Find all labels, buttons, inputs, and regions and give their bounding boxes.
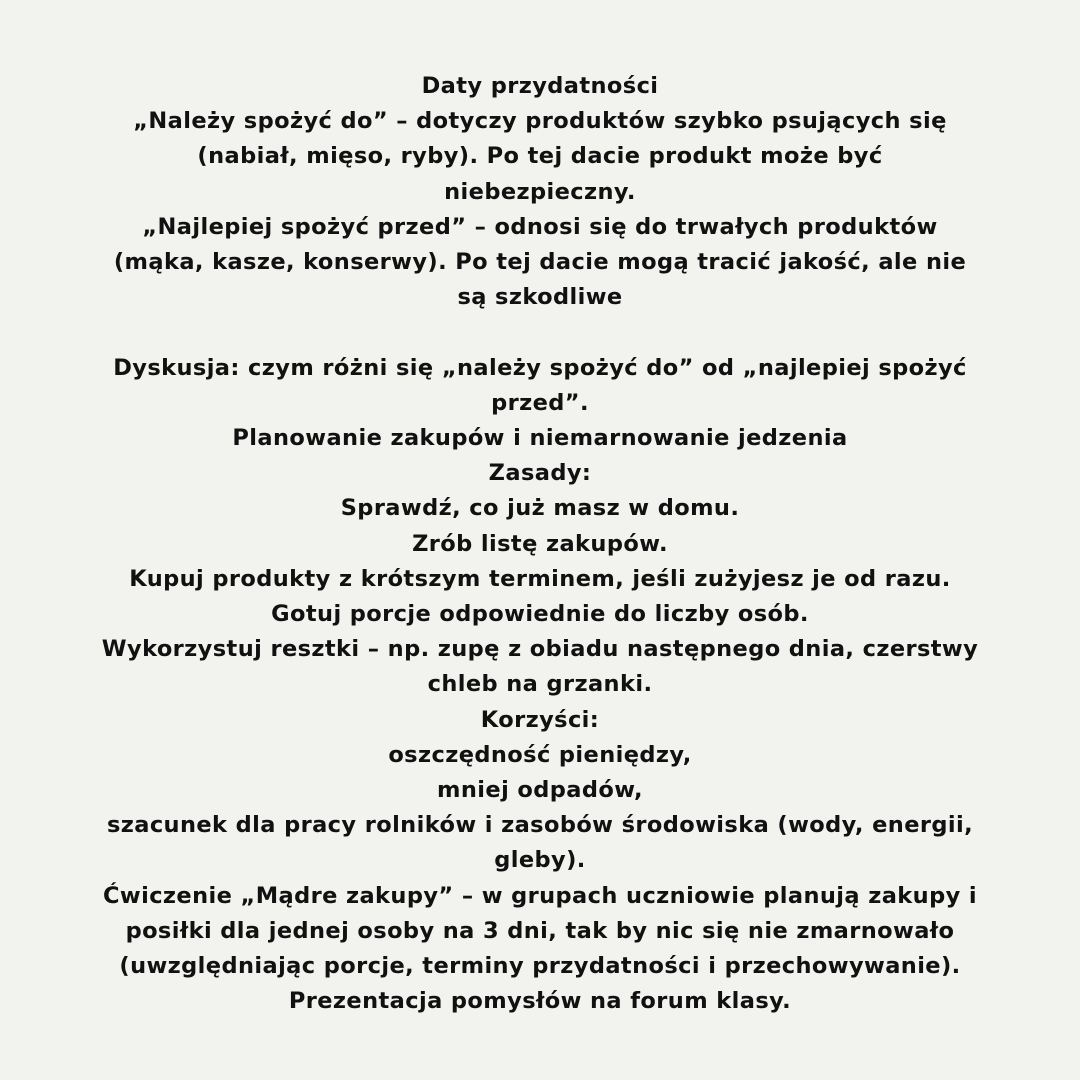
document-text xyxy=(100,69,980,1019)
paragraph-discussion: Dyskusja: czym różni się „należy spożyć do” od „najlepiej spożyć przed”. xyxy=(113,354,967,416)
paragraph-use-by: „Należy spożyć do” – dotyczy produktów szybko psujących się (nabiał, mięso, ryby). Po tej dacie produkt może być niebezpieczny. xyxy=(133,108,947,205)
rule-check-home: Sprawdź, co już masz w domu. xyxy=(340,495,740,522)
paragraph-exercise: Ćwiczenie „Mądre zakupy” – w grupach uczniowie planują zakupy i posiłki dla jednej osoby na 3 dni, tak by nic się nie zmarnowało (uwzględniając porcje, terminy przydatności i przechowywanie). xyxy=(102,882,977,980)
heading-benefits: Korzyści: xyxy=(480,706,600,733)
benefit-respect: szacunek dla pracy rolników i zasobów środowiska (wody, energii, gleby). xyxy=(106,812,974,874)
rule-short-date: Kupuj produkty z krótszym terminem, jeśli zużyjesz je od razu. xyxy=(129,565,951,592)
rule-leftovers: Wykorzystuj resztki – np. zupę z obiadu następnego dnia, czerstwy chleb na grzanki. xyxy=(101,636,979,698)
blank-line xyxy=(100,315,980,350)
section-title-planning: Planowanie zakupów i niemarnowanie jedzenia xyxy=(232,425,848,452)
paragraph-best-before: „Najlepiej spożyć przed” – odnosi się do trwałych produktów (mąka, kasze, konserwy). Po tej dacie mogą tracić jakość, ale nie są szkodliwe xyxy=(113,213,967,311)
section-title-dates: Daty przydatności xyxy=(421,73,659,99)
benefit-waste: mniej odpadów, xyxy=(437,777,643,804)
rule-portions: Gotuj porcje odpowiednie do liczby osób. xyxy=(271,601,809,628)
rule-shopping-list: Zrób listę zakupów. xyxy=(412,530,668,557)
benefit-money: oszczędność pieniędzy, xyxy=(388,741,692,768)
heading-rules: Zasady: xyxy=(488,460,592,487)
paragraph-presentation: Prezentacja pomysłów na forum klasy. xyxy=(288,988,792,1015)
